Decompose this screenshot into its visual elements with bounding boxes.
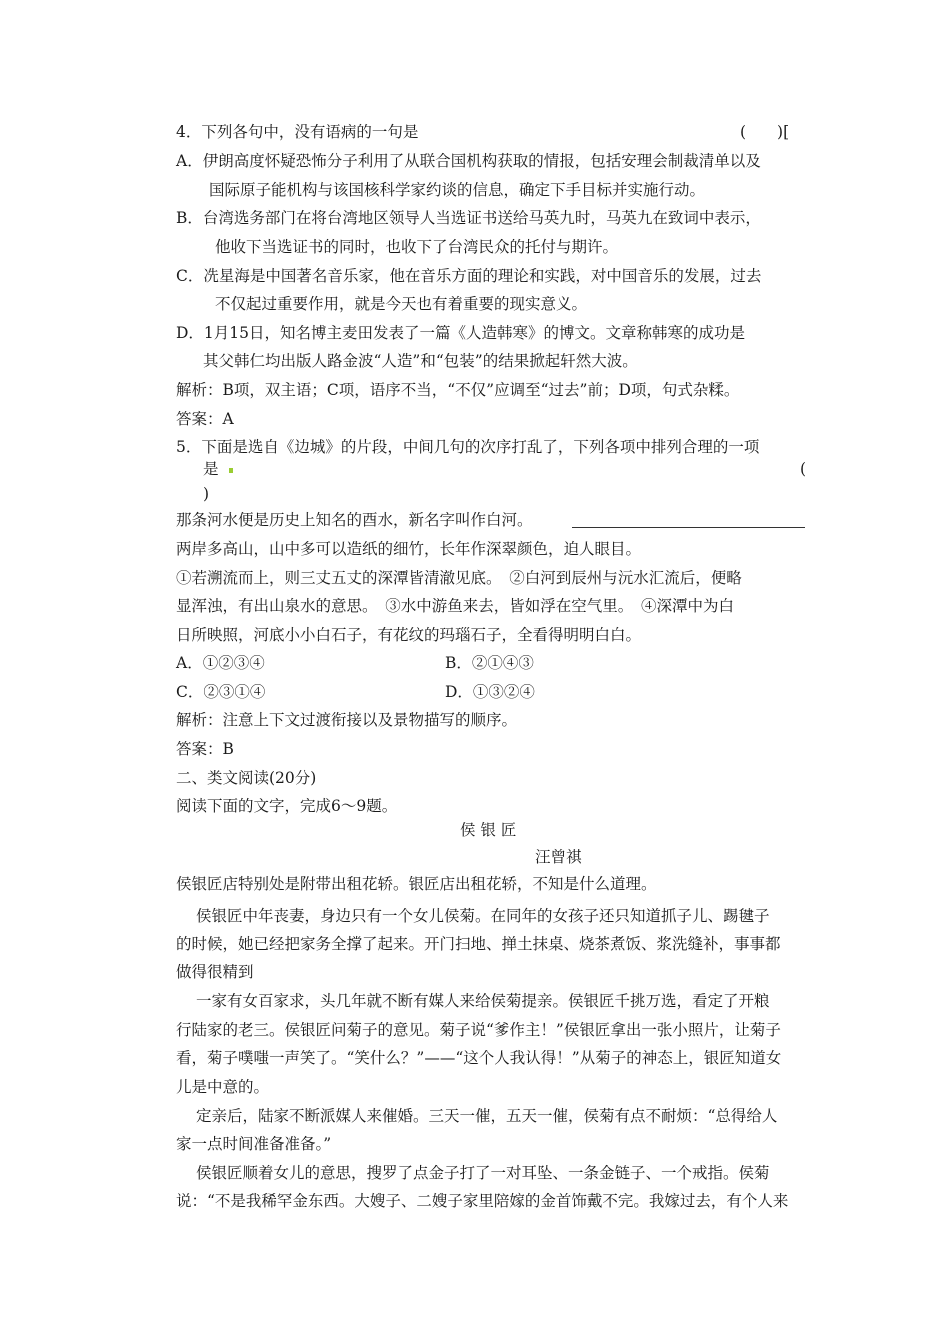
- article-paragraph-5-line1: 侯银匠顺着女儿的意思，搜罗了点金子打了一对耳坠、一条金链子、一个戒指。侯菊: [196, 1164, 770, 1182]
- article-paragraph-3-line3: 看，菊子噗嗤一声笑了。“笑什么？”——“这个人我认得！”从菊子的神态上，银匠知道女: [176, 1049, 782, 1067]
- article-paragraph-3-line4: 儿是中意的。: [176, 1078, 270, 1096]
- q5-option-c: C．②③①④: [176, 683, 266, 701]
- q4-option-b-line1: B．台湾选务部门在将台湾地区领导人当选证书送给马英九时，马英九在致词中表示，: [176, 209, 761, 227]
- q5-sentences-line1: ①若溯流而上，则三丈五丈的深潭皆清澈见底。 ②白河到辰州与沅水汇流后，便略: [176, 569, 742, 587]
- q4-option-c-line2: 不仅起过重要作用，就是今天也有着重要的现实意义。: [215, 295, 588, 313]
- q4-answer: 答案：A: [176, 410, 234, 428]
- q5-stem-line1: 5．下面是选自《边城》的片段，中间几句的次序打乱了，下列各项中排列合理的一项: [176, 438, 760, 456]
- q4-option-a-line1: A．伊朗高度怀疑恐怖分子利用了从联合国机构获取的情报，包括安理会制裁清单以及: [176, 152, 761, 170]
- q5-paren-close: ): [203, 485, 210, 503]
- q4-option-d-line2: 其父韩仁均出版人路金波“人造”和“包装”的结果掀起轩然大波。: [203, 352, 638, 370]
- q4-option-d-line1: D．1月15日，知名博主麦田发表了一篇《人造韩寒》的博文。文章称韩寒的成功是: [176, 324, 746, 342]
- q5-option-d: D．①③②④: [445, 683, 535, 701]
- article-paragraph-2-line2: 的时候，她已经把家务全撑了起来。开门扫地、掸土抹桌、烧茶煮饭、浆洗缝补，事事都: [176, 935, 781, 953]
- article-paragraph-2-line3: 做得很精到: [176, 963, 254, 981]
- q5-passage-line1: 那条河水便是历史上知名的酉水，新名字叫作白河。: [176, 511, 533, 529]
- article-author: 汪曾祺: [535, 848, 582, 866]
- q5-passage-line2: 两岸多高山，山中多可以造纸的细竹，长年作深翠颜色，迫人眼目。: [176, 540, 642, 558]
- q5-paren-open: (: [800, 460, 807, 478]
- q4-analysis: 解析：B项，双主语；C项，语序不当，“不仅”应调至“过去”前；D项，句式杂糅。: [176, 381, 740, 399]
- q5-answer: 答案：B: [176, 740, 234, 758]
- article-paragraph-4-line2: 家一点时间准备准备。”: [176, 1135, 332, 1153]
- section-title: 二、类文阅读(20分): [176, 769, 317, 787]
- q5-sentences-line3: 日所映照，河底小小白石子，有花纹的玛瑙石子，全看得明明白白。: [176, 626, 642, 644]
- article-title: 侯 银 匠: [460, 821, 517, 839]
- q4-answer-paren: ( )[: [740, 123, 790, 141]
- section-instruction: 阅读下面的文字，完成6～9题。: [176, 797, 398, 815]
- q5-stem-line2: 是: [203, 460, 219, 478]
- q5-option-b: B．②①④③: [445, 654, 534, 672]
- q5-sentences-line2: 显浑浊，有出山泉水的意思。 ③水中游鱼来去，皆如浮在空气里。 ④深潭中为白: [176, 597, 735, 615]
- article-paragraph-1: 侯银匠店特别处是附带出租花轿。银匠店出租花轿，不知是什么道理。: [176, 875, 657, 893]
- q4-option-c-line1: C．冼星海是中国著名音乐家，他在音乐方面的理论和实践，对中国音乐的发展，过去: [176, 267, 762, 285]
- article-paragraph-2-line1: 侯银匠中年丧妻，身边只有一个女儿侯菊。在同年的女孩子还只知道抓子儿、踢毽子: [196, 907, 770, 925]
- q5-analysis: 解析：注意上下文过渡衔接以及景物描写的顺序。: [176, 711, 518, 729]
- q4-stem: 4．下列各句中，没有语病的一句是: [176, 123, 419, 141]
- q4-option-b-line2: 他收下当选证书的同时，也收下了台湾民众的托付与期许。: [215, 238, 619, 256]
- q4-option-a-line2: 国际原子能机构与该国核科学家约谈的信息，确定下手目标并实施行动。: [209, 181, 706, 199]
- highlight-mark: [229, 468, 233, 473]
- article-paragraph-3-line1: 一家有女百家求，头几年就不断有媒人来给侯菊提亲。侯银匠千挑万选，看定了开粮: [196, 992, 770, 1010]
- article-paragraph-3-line2: 行陆家的老三。侯银匠问菊子的意见。菊子说“爹作主！”侯银匠拿出一张小照片，让菊子: [176, 1021, 781, 1039]
- article-paragraph-4-line1: 定亲后，陆家不断派媒人来催婚。三天一催，五天一催，侯菊有点不耐烦：“总得给人: [196, 1107, 778, 1125]
- fill-in-blank: [572, 527, 805, 528]
- article-paragraph-5-line2: 说：“不是我稀罕金东西。大嫂子、二嫂子家里陪嫁的金首饰戴不完。我嫁过去，有个人来: [176, 1192, 789, 1210]
- q5-option-a: A．①②③④: [176, 654, 265, 672]
